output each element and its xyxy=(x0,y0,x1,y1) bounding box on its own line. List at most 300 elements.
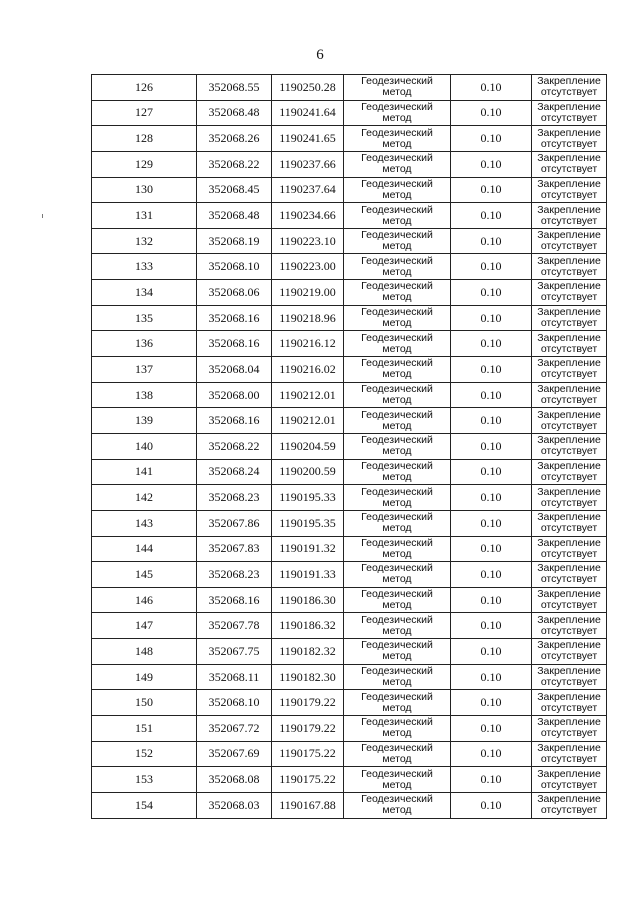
x-coordinate-cell: 352068.48 xyxy=(197,100,272,126)
fixing-line-2: отсутствует xyxy=(540,240,598,253)
x-coordinate-cell: 352068.22 xyxy=(197,151,272,177)
y-coordinate-cell: 1190186.32 xyxy=(272,613,344,639)
fixing-cell xyxy=(532,382,607,408)
table-row xyxy=(92,664,607,690)
point-number-cell: 153 xyxy=(92,767,197,793)
point-number-cell: 150 xyxy=(92,690,197,716)
method-cell xyxy=(344,536,451,562)
accuracy-cell: 0.10 xyxy=(451,305,532,331)
x-coordinate-cell: 352068.08 xyxy=(197,767,272,793)
fixing-cell xyxy=(532,75,607,101)
accuracy-cell: 0.10 xyxy=(451,459,532,485)
fixing-cell xyxy=(532,433,607,459)
fixing-line-1: Закрепление xyxy=(537,306,601,319)
fixing-line-1: Закрепление xyxy=(537,562,601,575)
fixing-cell xyxy=(532,254,607,280)
point-number-cell: 148 xyxy=(92,639,197,665)
accuracy-cell: 0.10 xyxy=(451,664,532,690)
fixing-line-1: Закрепление xyxy=(537,177,601,190)
accuracy-cell: 0.10 xyxy=(451,126,532,152)
x-coordinate-cell: 352068.00 xyxy=(197,382,272,408)
y-coordinate-cell: 1190219.00 xyxy=(272,280,344,306)
y-coordinate-cell: 1190195.33 xyxy=(272,485,344,511)
y-coordinate-cell: 1190175.22 xyxy=(272,741,344,767)
x-coordinate-cell: 352068.16 xyxy=(197,587,272,613)
y-coordinate-cell: 1190167.88 xyxy=(272,792,344,818)
point-number-cell: 127 xyxy=(92,100,197,126)
y-coordinate-cell: 1190237.64 xyxy=(272,177,344,203)
fixing-cell xyxy=(532,664,607,690)
y-coordinate-cell: 1190218.96 xyxy=(272,305,344,331)
fixing-line-1: Закрепление xyxy=(537,588,601,601)
method-line-2: метод xyxy=(382,111,412,124)
method-line-2: метод xyxy=(382,342,412,355)
point-number-cell: 126 xyxy=(92,75,197,101)
fixing-line-1: Закрепление xyxy=(537,511,601,524)
table-row xyxy=(92,510,607,536)
method-line-1: Геодезический xyxy=(361,767,433,780)
fixing-line-2: отсутствует xyxy=(540,394,598,406)
fixing-cell xyxy=(532,690,607,716)
y-coordinate-cell: 1190179.22 xyxy=(272,690,344,716)
method-line-2: метод xyxy=(382,522,412,535)
method-cell xyxy=(344,767,451,793)
fixing-line-1: Закрепление xyxy=(537,485,601,498)
table-row xyxy=(92,203,607,229)
fixing-line-2: отсутствует xyxy=(540,163,598,176)
fixing-line-1: Закрепление xyxy=(537,741,601,754)
fixing-line-1: Закрепление xyxy=(537,434,601,447)
fixing-cell xyxy=(532,767,607,793)
y-coordinate-cell: 1190237.66 xyxy=(272,151,344,177)
method-cell xyxy=(344,587,451,613)
method-cell xyxy=(344,562,451,588)
accuracy-cell: 0.10 xyxy=(451,100,532,126)
point-number-cell: 130 xyxy=(92,177,197,203)
method-line-1: Геодезический xyxy=(361,665,433,678)
fixing-cell xyxy=(532,100,607,126)
method-line-1: Геодезический xyxy=(361,203,433,216)
method-cell xyxy=(344,75,451,101)
y-coordinate-cell: 1190200.59 xyxy=(272,459,344,485)
fixing-cell xyxy=(532,203,607,229)
point-number-cell: 140 xyxy=(92,433,197,459)
method-line-2: метод xyxy=(382,445,412,458)
fixing-cell xyxy=(532,459,607,485)
table-row xyxy=(92,536,607,562)
fixing-line-2: отсутствует xyxy=(540,676,598,689)
method-line-1: Геодезический xyxy=(361,100,433,113)
fixing-line-2: отсутствует xyxy=(540,650,598,663)
y-coordinate-cell: 1190241.65 xyxy=(272,126,344,152)
point-number-cell: 141 xyxy=(92,459,197,485)
fixing-line-1: Закрепление xyxy=(537,383,601,395)
fixing-line-1: Закрепление xyxy=(537,408,601,421)
method-line-2: метод xyxy=(382,727,412,740)
x-coordinate-cell: 352068.04 xyxy=(197,357,272,383)
fixing-line-2: отсутствует xyxy=(540,470,598,483)
method-line-2: метод xyxy=(382,394,412,406)
fixing-line-2: отсутствует xyxy=(540,496,598,509)
y-coordinate-cell: 1190204.59 xyxy=(272,433,344,459)
fixing-cell xyxy=(532,562,607,588)
accuracy-cell: 0.10 xyxy=(451,562,532,588)
method-line-2: метод xyxy=(382,752,412,765)
fixing-cell xyxy=(532,613,607,639)
accuracy-cell: 0.10 xyxy=(451,203,532,229)
method-line-1: Геодезический xyxy=(361,639,433,652)
point-number-cell: 128 xyxy=(92,126,197,152)
fixing-line-2: отсутствует xyxy=(540,188,598,201)
x-coordinate-cell: 352068.24 xyxy=(197,459,272,485)
x-coordinate-cell: 352068.16 xyxy=(197,331,272,357)
method-cell xyxy=(344,254,451,280)
y-coordinate-cell: 1190175.22 xyxy=(272,767,344,793)
method-line-1: Геодезический xyxy=(361,152,433,165)
table-row xyxy=(92,433,607,459)
y-coordinate-cell: 1190212.01 xyxy=(272,382,344,408)
fixing-line-1: Закрепление xyxy=(537,229,601,242)
accuracy-cell: 0.10 xyxy=(451,331,532,357)
y-coordinate-cell: 1190186.30 xyxy=(272,587,344,613)
method-line-1: Геодезический xyxy=(361,536,433,549)
fixing-line-1: Закрепление xyxy=(537,100,601,113)
x-coordinate-cell: 352068.48 xyxy=(197,203,272,229)
fixing-line-1: Закрепление xyxy=(537,126,601,139)
method-line-2: метод xyxy=(382,368,412,381)
table-row xyxy=(92,613,607,639)
method-line-1: Геодезический xyxy=(361,613,433,626)
fixing-line-1: Закрепление xyxy=(537,613,601,626)
accuracy-cell: 0.10 xyxy=(451,510,532,536)
table-row xyxy=(92,305,607,331)
point-number-cell: 147 xyxy=(92,613,197,639)
point-number-cell: 146 xyxy=(92,587,197,613)
accuracy-cell: 0.10 xyxy=(451,177,532,203)
method-line-1: Геодезический xyxy=(361,459,433,472)
point-number-cell: 152 xyxy=(92,741,197,767)
fixing-line-2: отсутствует xyxy=(540,86,598,99)
fixing-line-2: отсутствует xyxy=(540,727,598,740)
method-cell xyxy=(344,151,451,177)
fixing-cell xyxy=(532,305,607,331)
fixing-line-1: Закрепление xyxy=(537,75,601,88)
x-coordinate-cell: 352067.69 xyxy=(197,741,272,767)
fixing-cell xyxy=(532,151,607,177)
x-coordinate-cell: 352068.55 xyxy=(197,75,272,101)
y-coordinate-cell: 1190191.32 xyxy=(272,536,344,562)
y-coordinate-cell: 1190191.33 xyxy=(272,562,344,588)
method-line-1: Геодезический xyxy=(361,716,433,729)
x-coordinate-cell: 352068.23 xyxy=(197,485,272,511)
table-row xyxy=(92,587,607,613)
point-number-cell: 138 xyxy=(92,382,197,408)
method-line-1: Геодезический xyxy=(361,229,433,242)
method-line-1: Геодезический xyxy=(361,126,433,139)
x-coordinate-cell: 352068.10 xyxy=(197,690,272,716)
table-row xyxy=(92,254,607,280)
method-cell xyxy=(344,408,451,434)
fixing-line-2: отсутствует xyxy=(540,214,598,227)
x-coordinate-cell: 352068.45 xyxy=(197,177,272,203)
table-row xyxy=(92,382,607,408)
method-line-2: метод xyxy=(382,240,412,253)
y-coordinate-cell: 1190216.12 xyxy=(272,331,344,357)
method-line-1: Геодезический xyxy=(361,254,433,267)
coordinates-table-body xyxy=(92,75,607,819)
point-number-cell: 132 xyxy=(92,228,197,254)
method-cell xyxy=(344,203,451,229)
method-line-1: Геодезический xyxy=(361,306,433,319)
accuracy-cell: 0.10 xyxy=(451,639,532,665)
y-coordinate-cell: 1190223.10 xyxy=(272,228,344,254)
table-row xyxy=(92,280,607,306)
method-cell xyxy=(344,357,451,383)
fixing-line-2: отсутствует xyxy=(540,265,598,278)
table-row xyxy=(92,485,607,511)
fixing-cell xyxy=(532,177,607,203)
method-cell xyxy=(344,485,451,511)
method-line-2: метод xyxy=(382,496,412,509)
point-number-cell: 143 xyxy=(92,510,197,536)
table-row xyxy=(92,357,607,383)
x-coordinate-cell: 352068.11 xyxy=(197,664,272,690)
method-line-1: Геодезический xyxy=(361,434,433,447)
method-line-2: метод xyxy=(382,599,412,612)
y-coordinate-cell: 1190195.35 xyxy=(272,510,344,536)
method-line-2: метод xyxy=(382,291,412,304)
accuracy-cell: 0.10 xyxy=(451,151,532,177)
accuracy-cell: 0.10 xyxy=(451,357,532,383)
accuracy-cell: 0.10 xyxy=(451,613,532,639)
method-line-2: метод xyxy=(382,317,412,330)
accuracy-cell: 0.10 xyxy=(451,485,532,511)
method-cell xyxy=(344,510,451,536)
fixing-line-2: отсутствует xyxy=(540,522,598,535)
accuracy-cell: 0.10 xyxy=(451,75,532,101)
y-coordinate-cell: 1190241.64 xyxy=(272,100,344,126)
y-coordinate-cell: 1190250.28 xyxy=(272,75,344,101)
fixing-line-2: отсутствует xyxy=(540,599,598,612)
accuracy-cell: 0.10 xyxy=(451,716,532,742)
method-line-2: метод xyxy=(382,470,412,483)
method-cell xyxy=(344,100,451,126)
point-number-cell: 145 xyxy=(92,562,197,588)
accuracy-cell: 0.10 xyxy=(451,536,532,562)
method-line-1: Геодезический xyxy=(361,588,433,601)
table-row xyxy=(92,767,607,793)
fixing-line-2: отсутствует xyxy=(540,137,598,150)
y-coordinate-cell: 1190179.22 xyxy=(272,716,344,742)
table-row xyxy=(92,75,607,101)
method-line-2: метод xyxy=(382,676,412,689)
method-line-2: метод xyxy=(382,778,412,791)
fixing-line-2: отсутствует xyxy=(540,804,598,817)
fixing-line-2: отсутствует xyxy=(540,701,598,714)
fixing-line-2: отсутствует xyxy=(540,317,598,330)
method-cell xyxy=(344,664,451,690)
accuracy-cell: 0.10 xyxy=(451,767,532,793)
page-number: 6 xyxy=(316,47,324,63)
x-coordinate-cell: 352067.78 xyxy=(197,613,272,639)
method-line-1: Геодезический xyxy=(361,511,433,524)
fixing-cell xyxy=(532,485,607,511)
method-line-1: Геодезический xyxy=(361,408,433,421)
x-coordinate-cell: 352068.26 xyxy=(197,126,272,152)
method-line-2: метод xyxy=(382,650,412,663)
method-cell xyxy=(344,331,451,357)
x-coordinate-cell: 352068.19 xyxy=(197,228,272,254)
table-row xyxy=(92,716,607,742)
fixing-line-2: отсутствует xyxy=(540,547,598,560)
method-cell xyxy=(344,459,451,485)
y-coordinate-cell: 1190182.32 xyxy=(272,639,344,665)
method-line-1: Геодезический xyxy=(361,741,433,754)
method-line-1: Геодезический xyxy=(361,383,433,395)
fixing-line-1: Закрепление xyxy=(537,203,601,216)
accuracy-cell: 0.10 xyxy=(451,587,532,613)
fixing-cell xyxy=(532,741,607,767)
point-number-cell: 134 xyxy=(92,280,197,306)
method-cell xyxy=(344,716,451,742)
table-row xyxy=(92,228,607,254)
fixing-line-1: Закрепление xyxy=(537,665,601,678)
x-coordinate-cell: 352068.16 xyxy=(197,408,272,434)
fixing-line-1: Закрепление xyxy=(537,152,601,165)
fixing-cell xyxy=(532,792,607,818)
y-coordinate-cell: 1190216.02 xyxy=(272,357,344,383)
method-cell xyxy=(344,382,451,408)
point-number-cell: 137 xyxy=(92,357,197,383)
y-coordinate-cell: 1190223.00 xyxy=(272,254,344,280)
fixing-line-2: отсутствует xyxy=(540,291,598,304)
x-coordinate-cell: 352068.03 xyxy=(197,792,272,818)
method-line-2: метод xyxy=(382,137,412,150)
fixing-cell xyxy=(532,357,607,383)
method-line-1: Геодезический xyxy=(361,75,433,88)
x-coordinate-cell: 352068.23 xyxy=(197,562,272,588)
fixing-line-1: Закрепление xyxy=(537,639,601,652)
method-cell xyxy=(344,741,451,767)
fixing-line-2: отсутствует xyxy=(540,624,598,637)
x-coordinate-cell: 352068.06 xyxy=(197,280,272,306)
point-number-cell: 144 xyxy=(92,536,197,562)
method-line-2: метод xyxy=(382,188,412,201)
fixing-line-1: Закрепление xyxy=(537,716,601,729)
x-coordinate-cell: 352067.75 xyxy=(197,639,272,665)
method-cell xyxy=(344,305,451,331)
table-row xyxy=(92,151,607,177)
method-line-2: метод xyxy=(382,624,412,637)
point-number-cell: 135 xyxy=(92,305,197,331)
method-cell xyxy=(344,126,451,152)
method-cell xyxy=(344,690,451,716)
fixing-line-2: отсутствует xyxy=(540,573,598,586)
x-coordinate-cell: 352068.10 xyxy=(197,254,272,280)
method-line-2: метод xyxy=(382,547,412,560)
method-cell xyxy=(344,228,451,254)
accuracy-cell: 0.10 xyxy=(451,382,532,408)
fixing-cell xyxy=(532,126,607,152)
margin-mark xyxy=(42,214,43,218)
accuracy-cell: 0.10 xyxy=(451,690,532,716)
method-cell xyxy=(344,792,451,818)
table-row xyxy=(92,741,607,767)
fixing-line-1: Закрепление xyxy=(537,331,601,344)
x-coordinate-cell: 352068.16 xyxy=(197,305,272,331)
method-line-1: Геодезический xyxy=(361,793,433,806)
method-line-2: метод xyxy=(382,163,412,176)
fixing-line-2: отсутствует xyxy=(540,778,598,791)
fixing-line-2: отсутствует xyxy=(540,752,598,765)
fixing-line-1: Закрепление xyxy=(537,536,601,549)
point-number-cell: 139 xyxy=(92,408,197,434)
table-row xyxy=(92,331,607,357)
table-row xyxy=(92,639,607,665)
fixing-line-2: отсутствует xyxy=(540,445,598,458)
point-number-cell: 154 xyxy=(92,792,197,818)
fixing-line-1: Закрепление xyxy=(537,357,601,370)
fixing-cell xyxy=(532,639,607,665)
method-line-2: метод xyxy=(382,701,412,714)
method-line-2: метод xyxy=(382,419,412,432)
fixing-cell xyxy=(532,510,607,536)
coordinates-table xyxy=(91,74,607,819)
x-coordinate-cell: 352067.86 xyxy=(197,510,272,536)
fixing-line-2: отсутствует xyxy=(540,111,598,124)
method-line-2: метод xyxy=(382,86,412,99)
fixing-line-1: Закрепление xyxy=(537,280,601,293)
method-cell xyxy=(344,613,451,639)
method-line-1: Геодезический xyxy=(361,331,433,344)
table-row xyxy=(92,792,607,818)
method-cell xyxy=(344,177,451,203)
method-line-1: Геодезический xyxy=(361,357,433,370)
fixing-line-1: Закрепление xyxy=(537,254,601,267)
accuracy-cell: 0.10 xyxy=(451,228,532,254)
accuracy-cell: 0.10 xyxy=(451,254,532,280)
fixing-cell xyxy=(532,280,607,306)
x-coordinate-cell: 352068.22 xyxy=(197,433,272,459)
method-line-2: метод xyxy=(382,804,412,817)
method-line-2: метод xyxy=(382,265,412,278)
accuracy-cell: 0.10 xyxy=(451,408,532,434)
fixing-cell xyxy=(532,228,607,254)
accuracy-cell: 0.10 xyxy=(451,433,532,459)
x-coordinate-cell: 352067.83 xyxy=(197,536,272,562)
table-row xyxy=(92,562,607,588)
fixing-cell xyxy=(532,536,607,562)
method-line-1: Геодезический xyxy=(361,690,433,703)
method-cell xyxy=(344,639,451,665)
fixing-cell xyxy=(532,408,607,434)
fixing-line-2: отсутствует xyxy=(540,368,598,381)
x-coordinate-cell: 352067.72 xyxy=(197,716,272,742)
table-row xyxy=(92,690,607,716)
y-coordinate-cell: 1190212.01 xyxy=(272,408,344,434)
fixing-line-1: Закрепление xyxy=(537,459,601,472)
point-number-cell: 151 xyxy=(92,716,197,742)
method-line-2: метод xyxy=(382,214,412,227)
method-line-1: Геодезический xyxy=(361,177,433,190)
method-line-1: Геодезический xyxy=(361,485,433,498)
table-row xyxy=(92,459,607,485)
point-number-cell: 149 xyxy=(92,664,197,690)
accuracy-cell: 0.10 xyxy=(451,792,532,818)
fixing-cell xyxy=(532,716,607,742)
method-line-1: Геодезический xyxy=(361,562,433,575)
accuracy-cell: 0.10 xyxy=(451,741,532,767)
